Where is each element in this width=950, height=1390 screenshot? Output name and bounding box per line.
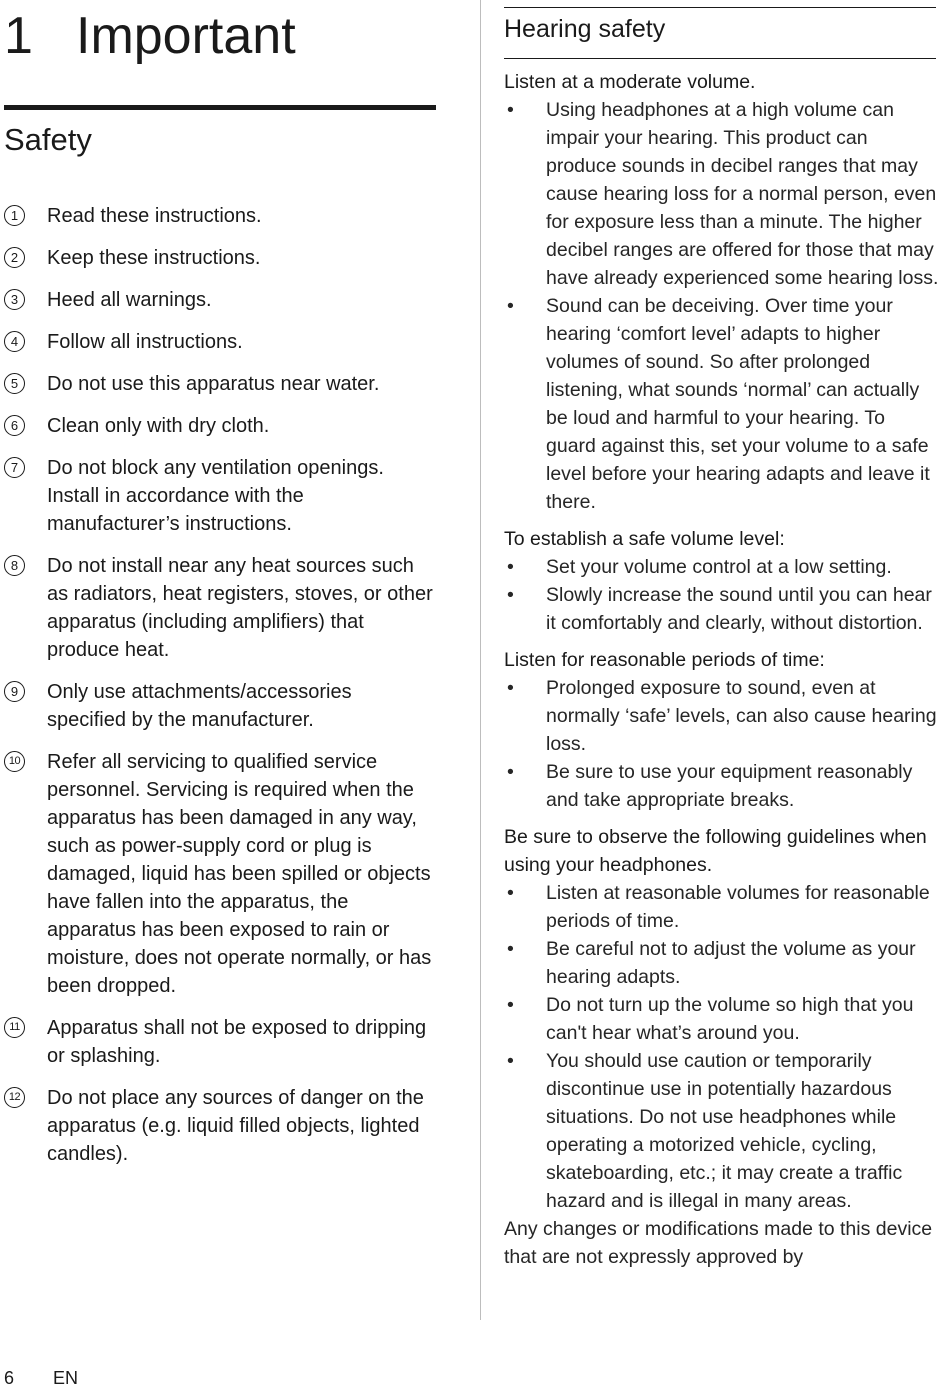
bullet-item	[504, 879, 940, 935]
circled-number: 4	[4, 331, 25, 352]
safety-item	[4, 370, 436, 398]
safety-item	[4, 328, 436, 356]
circled-number: 8	[4, 555, 25, 576]
hearing-block	[504, 525, 940, 637]
safety-item	[4, 286, 436, 314]
safety-item-text: Heed all warnings.	[47, 289, 212, 312]
bullet-dot-icon: •	[507, 99, 514, 121]
left-column	[4, 0, 436, 1182]
safety-item-text: Do not block any ventilation openings. Install in accordance with the manufacturer’s instructions.	[47, 457, 384, 536]
bullet-dot-icon: •	[507, 677, 514, 699]
block-heading: Listen for reasonable periods of time:	[504, 649, 825, 671]
bullet-list	[504, 674, 940, 814]
safety-item-text: Clean only with dry cloth.	[47, 415, 270, 438]
safety-list	[4, 202, 436, 1168]
safety-item	[4, 1084, 436, 1168]
bullet-item	[504, 553, 940, 581]
bullet-dot-icon: •	[507, 584, 514, 606]
chapter-number: 1	[4, 7, 33, 65]
bullet-list	[504, 553, 940, 637]
page-number: 6	[4, 1368, 15, 1388]
bullet-item	[504, 935, 940, 991]
safety-item-text: Do not place any sources of danger on the apparatus (e.g. liquid filled objects, lighted candles).	[47, 1087, 424, 1166]
bullet-text: Listen at reasonable volumes for reasonable periods of time.	[546, 882, 930, 932]
bullet-text: Set your volume control at a low setting.	[546, 556, 892, 578]
safety-item	[4, 1014, 436, 1070]
bullet-dot-icon: •	[507, 1050, 514, 1072]
circled-number: 7	[4, 457, 25, 478]
bullet-dot-icon: •	[507, 556, 514, 578]
bullet-item	[504, 292, 940, 516]
right-column	[504, 0, 940, 1271]
bullet-text: Do not turn up the volume so high that you can't hear what’s around you.	[546, 994, 914, 1044]
continuation-text: Any changes or modifications made to this device that are not expressly approved by	[504, 1218, 933, 1268]
block-heading: Be sure to observe the following guidelines when using your headphones.	[504, 826, 927, 876]
safety-item-text: Do not install near any heat sources such as radiators, heat registers, stoves, or other apparatus (including amplifiers) that produce heat.	[47, 555, 433, 662]
bullet-item	[504, 581, 940, 637]
language-code: EN	[53, 1368, 79, 1388]
bullet-list	[504, 96, 940, 516]
bullet-text: Be careful not to adjust the volume as your hearing adapts.	[546, 938, 916, 988]
safety-item	[4, 454, 436, 538]
circled-number: 12	[4, 1087, 25, 1108]
bullet-item	[504, 674, 940, 758]
bullet-text: Slowly increase the sound until you can hear it comfortably and clearly, without distortion.	[546, 584, 932, 634]
bullet-text: Sound can be deceiving. Over time your hearing ‘comfort level’ adapts to higher volumes of sound. So after prolonged listening, what sounds ‘normal’ can actually be loud and harmful to your hearing. To guard against this, set your volume to a safe level before your hearing adapts and leave it there.	[546, 295, 930, 513]
circled-number: 5	[4, 373, 25, 394]
safety-item	[4, 202, 436, 230]
safety-item	[4, 552, 436, 664]
safety-item	[4, 748, 436, 1000]
bullet-item	[504, 1047, 940, 1215]
bullet-dot-icon: •	[507, 761, 514, 783]
page-footer	[4, 1366, 78, 1390]
bullet-dot-icon: •	[507, 994, 514, 1016]
circled-number: 1	[4, 205, 25, 226]
safety-item	[4, 244, 436, 272]
circled-number: 3	[4, 289, 25, 310]
bullet-dot-icon: •	[507, 882, 514, 904]
circled-number: 11	[4, 1017, 25, 1038]
hearing-block	[504, 68, 940, 516]
safety-item	[4, 412, 436, 440]
hearing-block	[504, 646, 940, 814]
safety-item-text: Follow all instructions.	[47, 331, 243, 354]
circled-number: 10	[4, 751, 25, 772]
bullet-item	[504, 96, 940, 292]
circled-number: 9	[4, 681, 25, 702]
block-heading: To establish a safe volume level:	[504, 528, 785, 550]
safety-item-text: Keep these instructions.	[47, 247, 261, 270]
safety-item-text: Only use attachments/accessories specified by the manufacturer.	[47, 681, 352, 732]
section-title-hearing-safety: Hearing safety	[504, 15, 666, 43]
safety-item-text: Do not use this apparatus near water.	[47, 373, 380, 396]
bullet-dot-icon: •	[507, 938, 514, 960]
bullet-text: You should use caution or temporarily discontinue use in potentially hazardous situations. Do not use headphones while operating a motorized vehicle, cycling, skateboarding, etc.; it may create a traffic hazard and is illegal in many areas.	[546, 1050, 903, 1212]
block-heading: Listen at a moderate volume.	[504, 71, 756, 93]
column-divider	[480, 0, 481, 1320]
bullet-text: Be sure to use your equipment reasonably and take appropriate breaks.	[546, 761, 913, 811]
safety-item-text: Read these instructions.	[47, 205, 262, 228]
circled-number: 6	[4, 415, 25, 436]
section-rule	[504, 58, 936, 59]
chapter-heading	[4, 0, 436, 65]
circled-number: 2	[4, 247, 25, 268]
safety-item-text: Refer all servicing to qualified service personnel. Servicing is required when the apparatus has been damaged in any way, such as power-supply cord or plug is damaged, liquid has been spilled or objects have fallen into the apparatus, the apparatus has been exposed to rain or moisture, does not operate normally, or has been dropped.	[47, 751, 432, 998]
bullet-dot-icon: •	[507, 295, 514, 317]
safety-item-text: Apparatus shall not be exposed to dripping or splashing.	[47, 1017, 427, 1068]
hearing-block	[504, 823, 940, 1271]
chapter-rule	[4, 105, 436, 110]
bullet-text: Using headphones at a high volume can impair your hearing. This product can produce sounds in decibel ranges that may cause hearing loss for a normal person, even for exposure less than a minute. The higher decibel ranges are offered for those that may have already experienced some hearing loss.	[546, 99, 939, 289]
section-title-safety: Safety	[4, 122, 92, 158]
bullet-item	[504, 991, 940, 1047]
chapter-title: Important	[76, 7, 296, 65]
bullet-text: Prolonged exposure to sound, even at normally ‘safe’ levels, can also cause hearing loss.	[546, 677, 937, 755]
bullet-list	[504, 879, 940, 1215]
safety-item	[4, 678, 436, 734]
bullet-item	[504, 758, 940, 814]
